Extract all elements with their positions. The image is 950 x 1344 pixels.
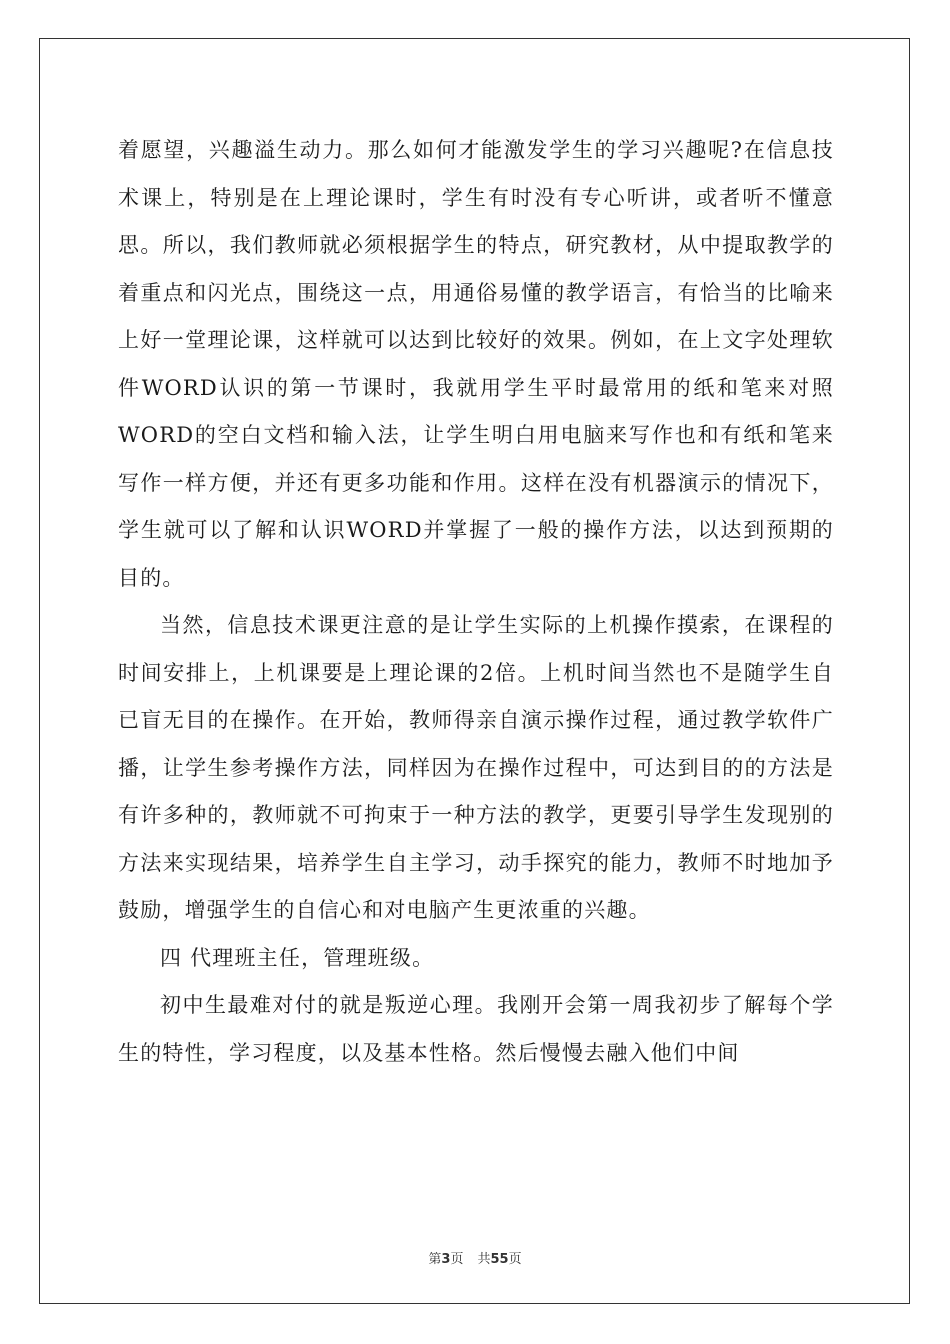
- total-pages: 55: [490, 1252, 509, 1267]
- section-heading: 四 代理班主任，管理班级。: [160, 945, 435, 970]
- document-body: [118, 127, 834, 1077]
- paragraph-2: 当然，信息技术课更注意的是让学生实际的上机操作摸索，在课程的时间安排上，上机课要是上理论课的2倍。上机时间当然也不是随学生自已盲无目的在操作。在开始，教师得亲自演示操作过程，通过教学软件广播，让学生参考操作方法，同样因为在操作过程中，可达到目的的方法是有许多种的，教师就不可拘束于一种方法的教学，更要引导学生发现别的方法来实现结果，培养学生自主学习，动手探究的能力，教师不时地加予鼓励，增强学生的自信心和对电脑产生更浓重的兴趣。: [118, 613, 834, 922]
- page-footer: [0, 1248, 950, 1267]
- page-suffix: 页: [450, 1252, 464, 1267]
- total-suffix: 页: [508, 1252, 522, 1267]
- paragraph-1: 着愿望，兴趣溢生动力。那么如何才能激发学生的学习兴趣呢?在信息技术课上，特别是在上理论课时，学生有时没有专心听讲，或者听不懂意思。所以，我们教师就必须根据学生的特点，研究教材，从中提取教学的着重点和闪光点，围绕这一点，用通俗易懂的教学语言，有恰当的比喻来上好一堂理论课，这样就可以达到比较好的效果。例如，在上文字处理软件WORD认识的第一节课时，我就用学生平时最常用的纸和笔来对照WORD的空白文档和输入法，让学生明白用电脑来写作也和有纸和笔来写作一样方便，并还有更多功能和作用。这样在没有机器演示的情况下，学生就可以了解和认识WORD并掌握了一般的操作方法，以达到预期的目的。: [118, 138, 834, 590]
- page-prefix: 第: [428, 1252, 442, 1267]
- total-prefix: 共: [477, 1252, 491, 1267]
- paragraph-3: 初中生最难对付的就是叛逆心理。我刚开会第一周我初步了解每个学生的特性，学习程度，以及基本性格。然后慢慢去融入他们中间: [118, 993, 834, 1065]
- page-number: 3: [441, 1252, 451, 1267]
